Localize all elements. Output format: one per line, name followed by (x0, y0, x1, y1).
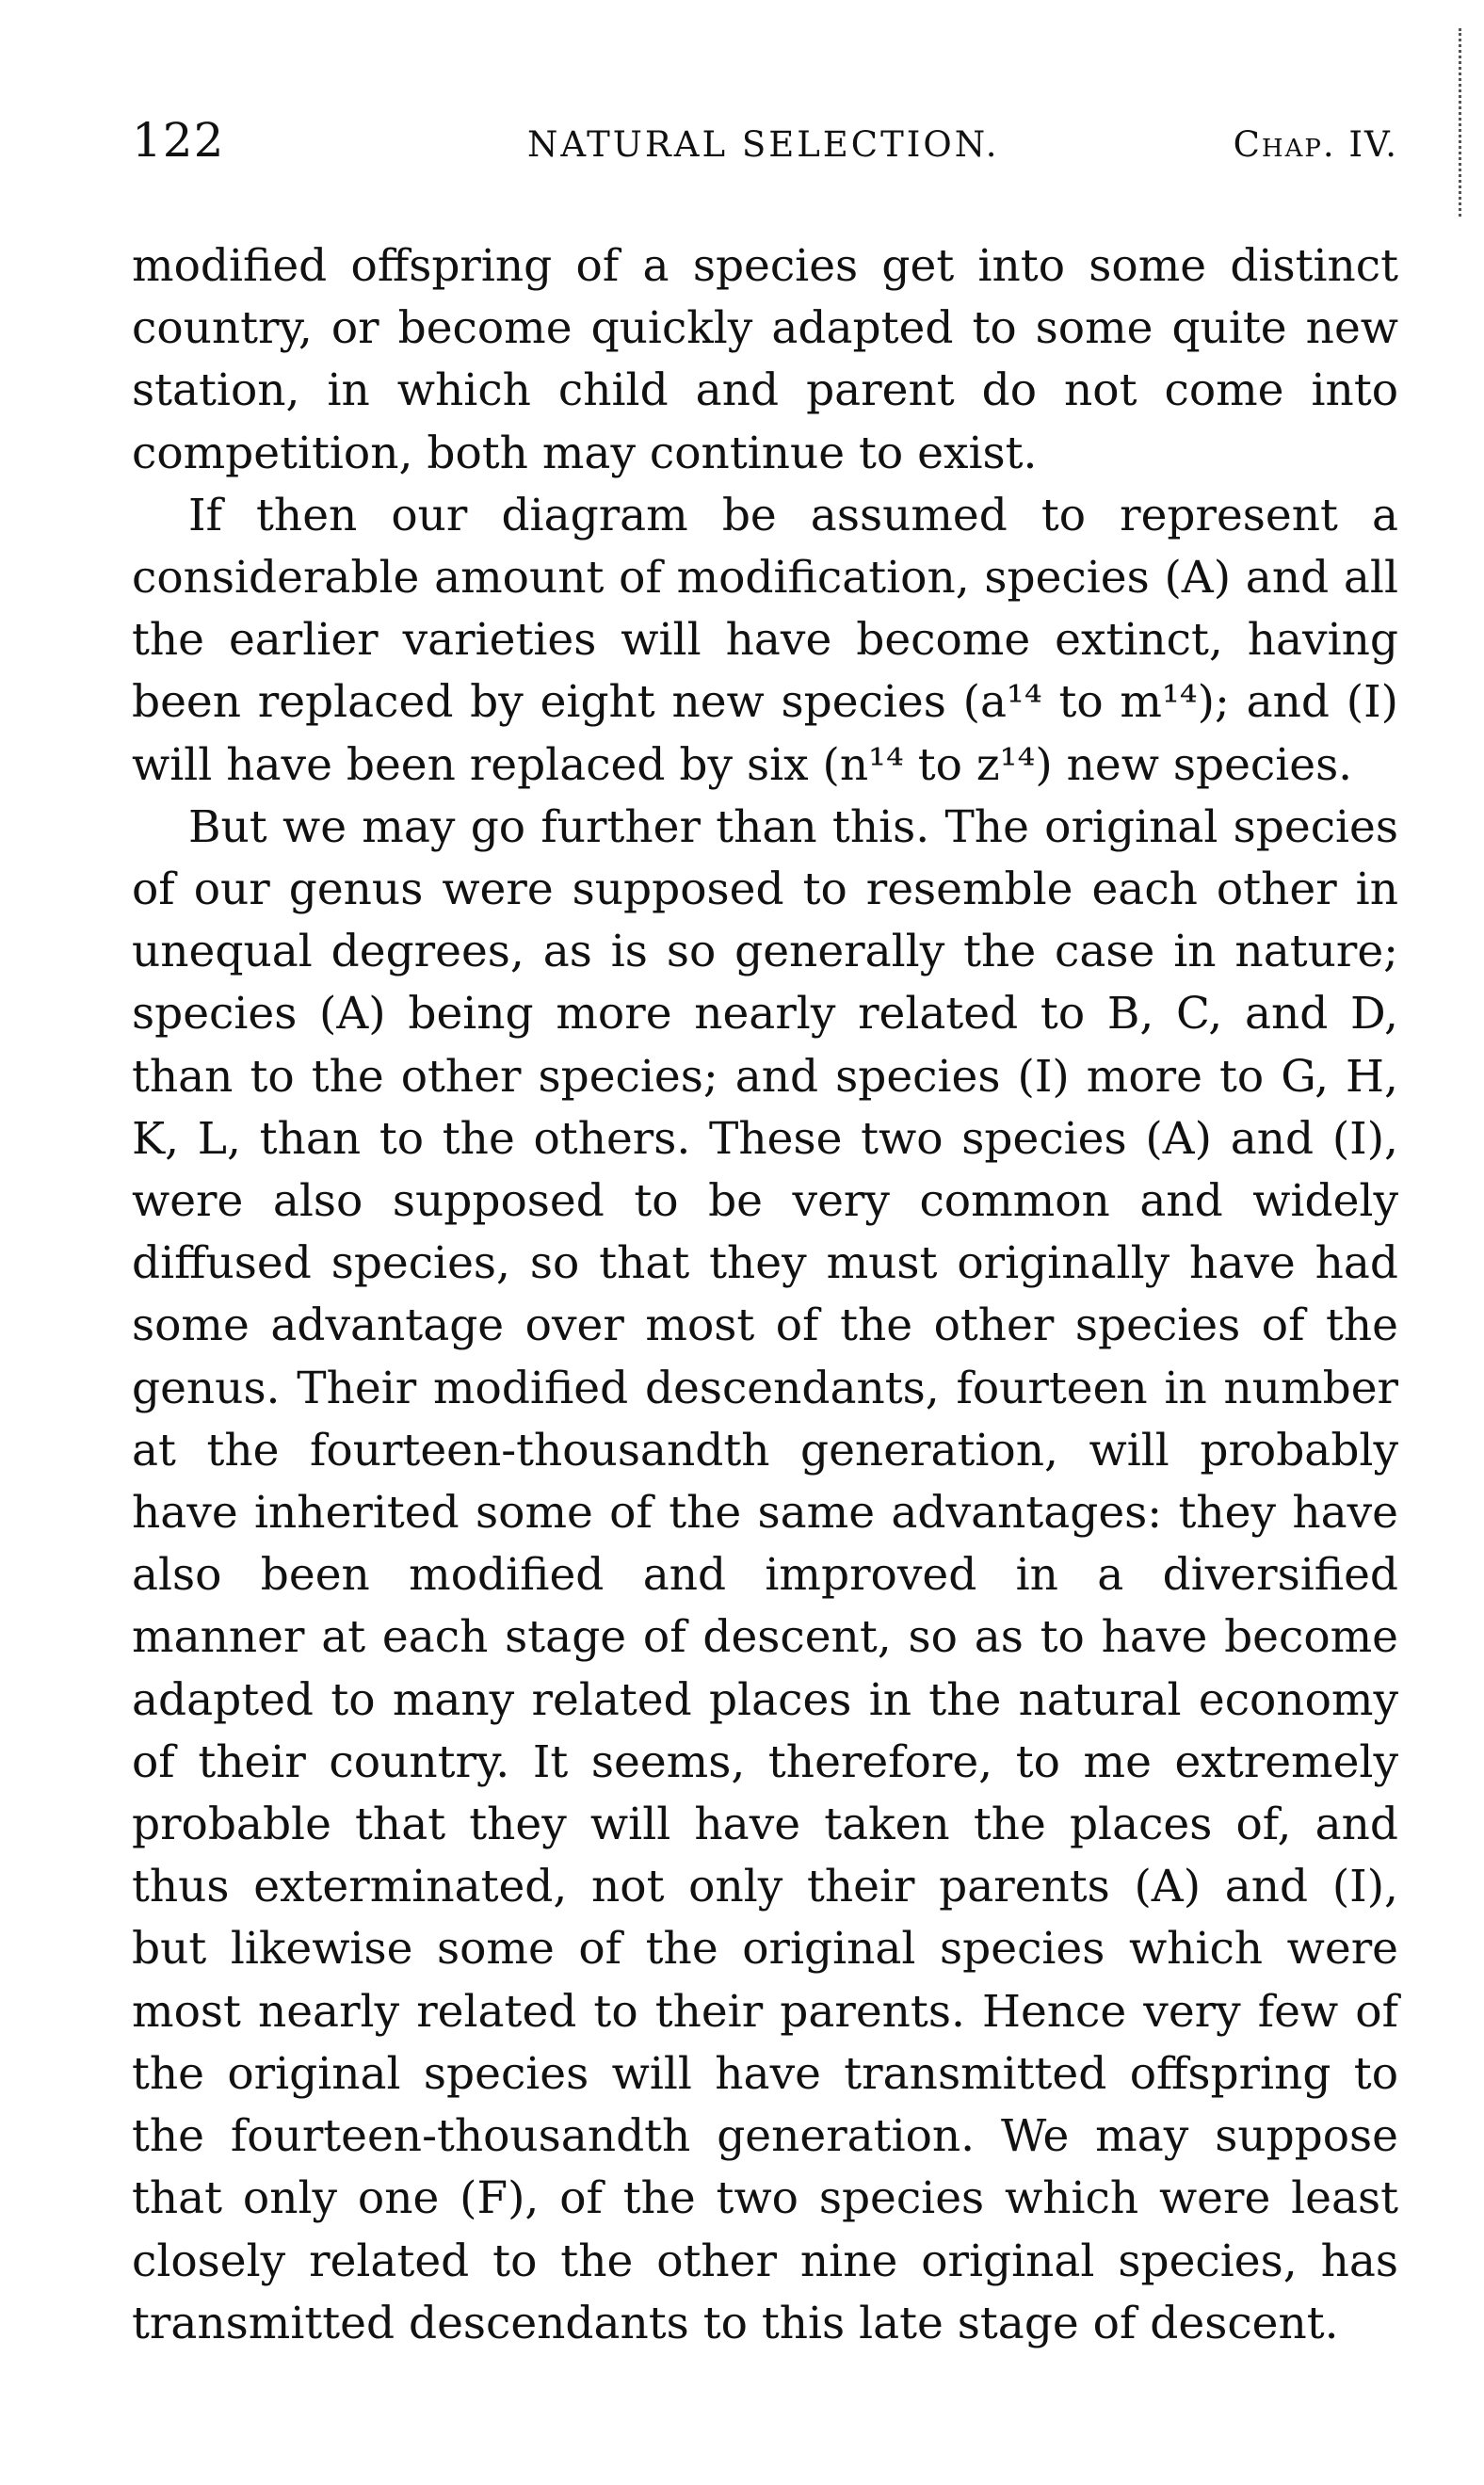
chapter-reference: Chap. IV. (1233, 124, 1398, 165)
paragraph-diagram-modification: If then our diagram be assumed to represent a considerable amount of modification, species (A) and all the earlier varieties will have become extinct, having been replaced by eight new species (a¹⁴ to m¹⁴); and (I) will have been replaced by six (n¹⁴ to z¹⁴) new species. (132, 489, 1398, 791)
paragraph-continued: modified offspring of a species get into some distinct country, or become quickly adapted to some quite new station, in which child and parent do not come into competition, both may continue to exist. (132, 240, 1398, 479)
running-head (132, 113, 1398, 179)
paragraph-original-species: But we may go further than this. The original species of our genus were supposed to resemble each other in unequal degrees, as is so generally the case in nature; species (A) being more nearly related to B, C, and D, than to the other species; and species (I) more to G, H, K, L, than to the others. These two species (A) and (I), were also supposed to be very common and widely diffused species, so that they must originally have had some advantage over most of the other species of the genus. Their modified descendants, fourteen in number at the fourteen-thousandth generation, will probably have inherited some of the same advantages: they have also been modified and improved in a diversified manner at each stage of descent, so as to have become adapted to many related places in the natural economy of their country. It seems, therefore, to me extremely probable that they will have taken the places of, and thus exterminated, not only their parents (A) and (I), but likewise some of the original species which were most nearly related to their parents. Hence very few of the original species will have transmitted offspring to the fourteen-thousandth generation. We may suppose that only one (F), of the two species which were least closely related to the other nine original species, has transmitted descendants to this late stage of descent. (132, 800, 1398, 2349)
margin-mark (1453, 28, 1461, 217)
body-text (132, 235, 1398, 2355)
chapter-title: NATURAL SELECTION. (527, 124, 1000, 165)
page-number: 122 (132, 113, 225, 168)
